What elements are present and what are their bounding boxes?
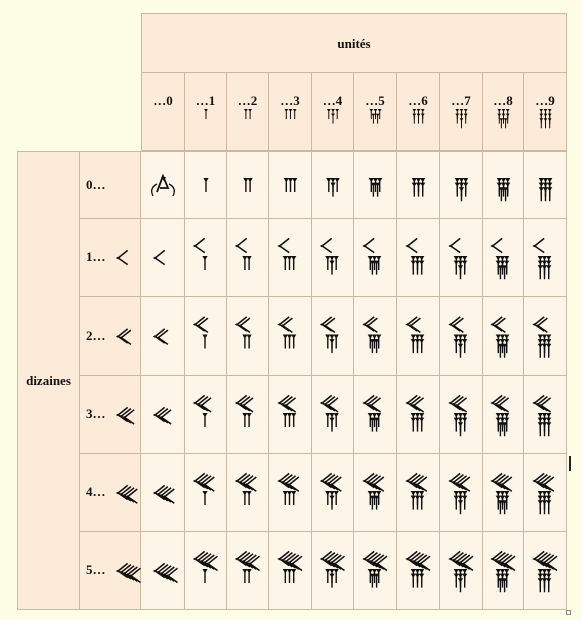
numeral-sign-icon — [227, 454, 269, 532]
ten-row-sign-icon — [80, 219, 141, 297]
numeral-sign-icon — [185, 454, 227, 532]
numeral-cell — [141, 151, 185, 219]
unit-column-header — [354, 73, 397, 151]
numeral-cell — [397, 297, 440, 376]
numeral-sign-icon — [354, 454, 397, 532]
numeral-sign-icon — [397, 219, 440, 297]
numeral-cell — [397, 532, 440, 610]
numeral-cell — [440, 297, 483, 376]
zero-sign-icon — [141, 152, 185, 220]
numeral-cell — [312, 297, 354, 376]
units-header — [141, 13, 567, 73]
unit-column-label: …0 — [153, 93, 173, 108]
numeral-cell — [440, 376, 483, 454]
numeral-sign-icon — [397, 152, 440, 220]
numeral-cell — [185, 219, 227, 297]
ten-row-sign-icon — [80, 532, 141, 610]
numeral-sign-icon — [354, 532, 397, 610]
table-resize-handle[interactable] — [566, 610, 571, 615]
numeral-cell — [354, 532, 397, 610]
unit-column-label: …4 — [322, 93, 343, 108]
numeral-cell — [227, 297, 269, 376]
numeral-cell — [524, 376, 567, 454]
numeral-sign-icon — [354, 297, 397, 376]
ten-row-label: 0… — [86, 177, 106, 192]
unit-column-header — [185, 73, 227, 151]
numeral-cell — [227, 454, 269, 532]
numeral-cell — [524, 532, 567, 610]
numeral-sign-icon — [141, 454, 185, 532]
numeral-sign-icon — [227, 376, 269, 454]
numeral-cell — [354, 151, 397, 219]
ten-row-label: 4… — [86, 484, 106, 499]
numeral-sign-icon — [269, 532, 312, 610]
numeral-sign-icon — [483, 219, 524, 297]
ten-row-header — [80, 297, 141, 376]
numeral-cell — [524, 151, 567, 219]
numeral-cell — [141, 532, 185, 610]
ten-row-header — [80, 219, 141, 297]
ten-row-header — [80, 454, 141, 532]
numeral-sign-icon — [524, 297, 567, 376]
numeral-cell — [483, 219, 524, 297]
unit-column-header — [227, 73, 269, 151]
ten-row-label: 2… — [86, 327, 106, 343]
numeral-sign-icon — [524, 376, 567, 454]
numeral-cell — [354, 219, 397, 297]
numeral-sign-icon — [397, 454, 440, 532]
numeral-sign-icon — [227, 152, 269, 220]
unit-header-sign-icon — [312, 73, 354, 151]
numeral-sign-icon — [483, 532, 524, 610]
numeral-sign-icon — [269, 454, 312, 532]
numeral-cell — [440, 219, 483, 297]
numeral-sign-icon — [440, 454, 483, 532]
tens-header-label: dizaines — [26, 372, 71, 388]
numeral-cell — [483, 376, 524, 454]
ten-row-header — [80, 376, 141, 454]
numeral-sign-icon — [483, 152, 524, 220]
numeral-sign-icon — [141, 219, 185, 297]
numeral-sign-icon — [227, 219, 269, 297]
numeral-cell — [354, 376, 397, 454]
numeral-cell — [269, 151, 312, 219]
numeral-cell — [269, 297, 312, 376]
numeral-sign-icon — [524, 454, 567, 532]
numeral-cell — [354, 454, 397, 532]
numeral-sign-icon — [524, 532, 567, 610]
unit-header-sign-icon — [524, 73, 567, 151]
numeral-sign-icon — [312, 297, 354, 376]
numeral-cell — [185, 454, 227, 532]
numeral-cell — [524, 297, 567, 376]
numeral-sign-icon — [185, 532, 227, 610]
unit-header-sign-icon — [185, 73, 227, 151]
numeral-cell — [269, 219, 312, 297]
unit-column-header — [269, 73, 312, 151]
unit-header-sign-icon — [269, 73, 312, 151]
ten-row-sign-icon — [80, 376, 141, 454]
numeral-sign-icon — [397, 376, 440, 454]
unit-column-header — [483, 73, 524, 151]
numeral-sign-icon — [141, 297, 185, 376]
numeral-cell — [397, 151, 440, 219]
numeral-cell — [397, 376, 440, 454]
numeral-sign-icon — [227, 532, 269, 610]
numeral-cell — [483, 151, 524, 219]
numeral-sign-icon — [185, 376, 227, 454]
unit-column-label: …3 — [280, 93, 300, 108]
unit-column-label: …9 — [535, 93, 555, 108]
numeral-cell — [185, 376, 227, 454]
unit-header-sign-icon — [483, 73, 524, 151]
numeral-sign-icon — [312, 152, 354, 220]
unit-header-sign-icon — [354, 73, 397, 151]
numeral-cell — [483, 532, 524, 610]
numeral-cell — [227, 151, 269, 219]
numeral-sign-icon — [312, 532, 354, 610]
numeral-cell — [440, 532, 483, 610]
numeral-cell — [483, 454, 524, 532]
ten-row-sign-icon — [80, 454, 141, 532]
numeral-sign-icon — [440, 219, 483, 297]
ten-row-label: 1… — [86, 249, 106, 264]
numeral-sign-icon — [185, 152, 227, 220]
unit-column-label: …2 — [237, 93, 258, 108]
numeral-cell — [524, 219, 567, 297]
numeral-cell — [269, 376, 312, 454]
numeral-sign-icon — [524, 152, 567, 220]
numeral-cell — [227, 532, 269, 610]
numeral-sign-icon — [440, 297, 483, 376]
unit-column-header — [524, 73, 567, 151]
numeral-cell — [312, 151, 354, 219]
numeral-cell — [269, 532, 312, 610]
numeral-cell — [354, 297, 397, 376]
numeral-cell — [312, 219, 354, 297]
numeral-sign-icon — [269, 219, 312, 297]
numeral-cell — [397, 219, 440, 297]
numeral-sign-icon — [440, 152, 483, 220]
unit-column-header — [141, 73, 185, 151]
unit-column-label: …7 — [451, 93, 471, 108]
units-header-label: unités — [337, 36, 371, 51]
numeral-cell — [227, 376, 269, 454]
numeral-sign-icon — [269, 152, 312, 220]
numeral-sign-icon — [440, 376, 483, 454]
numeral-cell — [141, 376, 185, 454]
unit-column-label: …5 — [365, 93, 385, 108]
numeral-cell — [185, 151, 227, 219]
numeral-cell — [269, 454, 312, 532]
numeral-sign-icon — [185, 297, 227, 376]
numeral-sign-icon — [483, 376, 524, 454]
unit-column-label: …8 — [493, 93, 513, 108]
numeral-sign-icon — [141, 376, 185, 454]
numeral-sign-icon — [524, 219, 567, 297]
numeral-cell — [524, 454, 567, 532]
numeral-cell — [185, 297, 227, 376]
numeral-sign-icon — [312, 454, 354, 532]
text-cursor — [569, 456, 571, 471]
numeral-sign-icon — [141, 532, 185, 610]
numeral-cell — [483, 297, 524, 376]
numeral-sign-icon — [483, 454, 524, 532]
numeral-sign-icon — [397, 532, 440, 610]
numeral-sign-icon — [397, 297, 440, 376]
numeral-sign-icon — [354, 152, 397, 220]
ten-row-sign-icon — [80, 297, 141, 376]
numeral-cell — [312, 532, 354, 610]
numeral-cell — [141, 297, 185, 376]
numeral-sign-icon — [227, 297, 269, 376]
unit-column-header — [397, 73, 440, 151]
ten-row-header — [80, 532, 141, 610]
unit-column-label: …6 — [408, 93, 428, 108]
numeral-sign-icon — [312, 219, 354, 297]
numeral-cell — [440, 454, 483, 532]
numeral-sign-icon — [483, 297, 524, 376]
numeral-cell — [185, 532, 227, 610]
tens-header — [17, 151, 80, 610]
unit-column-header — [440, 73, 483, 151]
ten-row-label: 5… — [86, 562, 106, 577]
numeral-cell — [141, 219, 185, 297]
numeral-cell — [397, 454, 440, 532]
numeral-sign-icon — [354, 219, 397, 297]
numeral-cell — [312, 376, 354, 454]
numeral-cell — [141, 454, 185, 532]
unit-header-sign-icon — [440, 73, 483, 151]
numeral-sign-icon — [354, 376, 397, 454]
unit-column-header — [312, 73, 354, 151]
numeral-cell — [440, 151, 483, 219]
numeral-sign-icon — [269, 297, 312, 376]
numeral-sign-icon — [312, 376, 354, 454]
ten-row-header — [80, 151, 141, 219]
unit-header-sign-icon — [397, 73, 440, 151]
ten-row-label: 3… — [86, 406, 106, 421]
numeral-sign-icon — [440, 532, 483, 610]
numeral-cell — [312, 454, 354, 532]
numeral-cell — [227, 219, 269, 297]
unit-header-sign-icon — [227, 73, 269, 151]
numeral-sign-icon — [185, 219, 227, 297]
unit-column-label: …1 — [195, 93, 216, 108]
numeral-sign-icon — [269, 376, 312, 454]
